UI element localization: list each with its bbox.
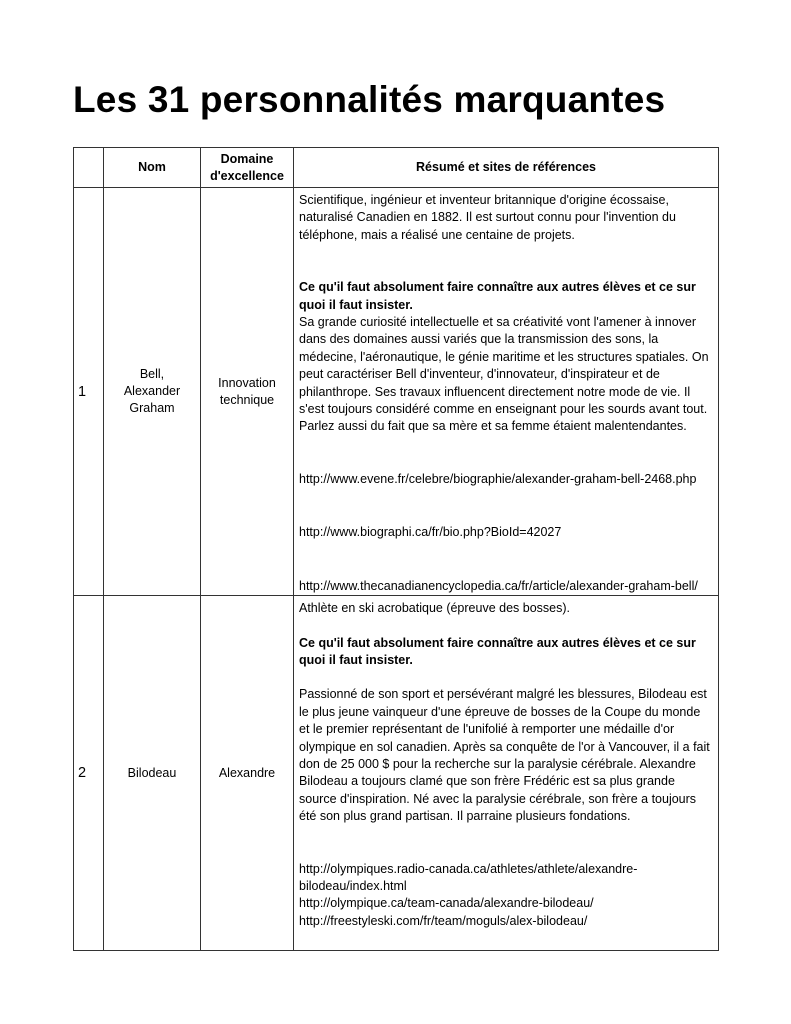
personalities-table (73, 147, 719, 951)
summary-body: Passionné de son sport et persévérant malgré les blessures, Bilodeau est le plus jeune vainqueur d'une épreuve de bosses de la Coupe du monde et le premier représentant de l'unifolié à remporter une médaille d'or olympique en sol canadien. Après sa conquête de l'or à Vancouver, il a fait don de 25 000 $ pour la recherche sur la paralysie cérébrale. Alexandre Bilodeau a toujours clamé que son frère Frédéric est sa plus grande source d'inspiration. Né avec la paralysie cérébrale, son frère a toujours été son plus grand partisan. Il parraine plusieurs fondations. (299, 687, 710, 824)
person-name-line: Bilodeau (127, 765, 177, 780)
person-name (104, 596, 201, 951)
table-row (74, 596, 719, 951)
person-name-line: Graham (129, 401, 175, 416)
summary-heading: Ce qu'il faut absolument faire connaître aux autres élèves et ce sur quoi il faut insister. (299, 635, 696, 667)
summary-body: Sa grande curiosité intellectuelle et sa créativité vont l'amener à innover dans des domaines aussi variés que la transmission des sons, la médecine, l'aéronautique, le génie maritime et les structures spatiales. On peut caractériser Bell d'inventeur, d'innovateur, d'inspirateur et de philanthrope. Ses travaux influencent directement notre mode de vie. Il s'est toujours considéré comme en enseignant pour les sourds avant tout. Parlez aussi du fait que sa mère et sa femme étaient malentendantes. (299, 315, 709, 434)
header-domain (201, 148, 294, 188)
excellence-domain (201, 188, 294, 596)
header-number (74, 148, 104, 188)
header-domain-line1: Domaine (220, 151, 274, 166)
summary-intro: Athlète en ski acrobatique (épreuve des bosses). (299, 601, 570, 616)
domain-line: technique (219, 392, 275, 407)
table-row (74, 188, 719, 596)
summary-cell (294, 188, 719, 596)
header-name: Nom (104, 148, 201, 188)
reference-link[interactable]: http://www.thecanadianencyclopedia.ca/fr/article/alexander-graham-bell/ (299, 578, 698, 593)
header-summary: Résumé et sites de références (294, 148, 719, 188)
header-domain-line2: d'excellence (210, 168, 284, 183)
summary-heading: Ce qu'il faut absolument faire connaître aux autres élèves et ce sur quoi il faut insister. (299, 280, 696, 312)
table-header-row (74, 148, 719, 188)
person-name-line: Alexander (123, 384, 181, 399)
reference-link[interactable]: http://olympique.ca/team-canada/alexandre-bilodeau/ (299, 896, 594, 911)
domain-line: Alexandre (218, 765, 276, 780)
domain-line: Innovation (218, 375, 276, 390)
reference-link[interactable]: http://www.biographi.ca/fr/bio.php?BioId=42027 (299, 525, 562, 540)
reference-link[interactable]: http://freestyleski.com/fr/team/moguls/alex-bilodeau/ (299, 913, 588, 928)
summary-intro: Scientifique, ingénieur et inventeur britannique d'origine écossaise, naturalisé Canadien en 1882. Il est surtout connu pour l'invention du téléphone, mais a réalisé une centaine de projets. (299, 193, 676, 242)
reference-link[interactable]: http://olympiques.radio-canada.ca/athletes/athlete/alexandre-bilodeau/index.html (299, 861, 638, 893)
reference-link[interactable]: http://www.evene.fr/celebre/biographie/alexander-graham-bell-2468.php (299, 471, 697, 486)
row-number: 2 (74, 596, 104, 951)
person-name-line: Bell, (139, 367, 165, 382)
page-title: Les 31 personnalités marquantes (73, 79, 666, 120)
person-name (104, 188, 201, 596)
summary-cell (294, 596, 719, 951)
row-number: 1 (74, 188, 104, 596)
excellence-domain (201, 596, 294, 951)
